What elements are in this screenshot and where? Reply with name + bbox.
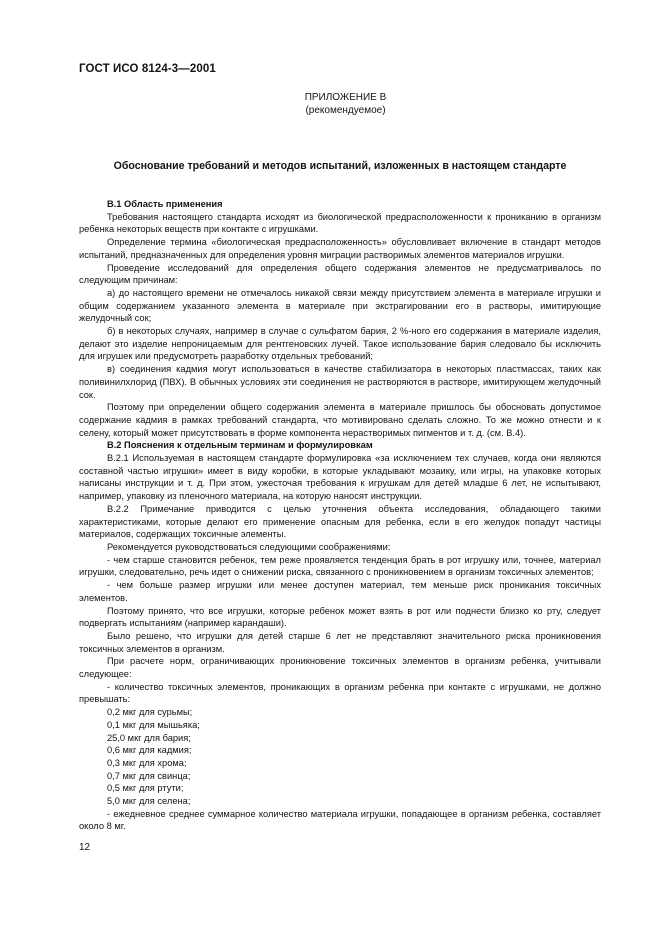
list-item: б) в некоторых случаях, например в случае с сульфатом бария, 2 %-ного его содержания в материале изделия, делают это изделие непроницаемым для рентгеновских лучей. Такое использование бария следовало бы исключить для игрушек или предусмотреть разработку отдельных требований;	[79, 326, 601, 362]
paragraph: Поэтому при определении общего содержания элемента в материале пришлось бы обосновать допустимое содержание кадмия в рамках требований стандарта, что мотивировано сделать сложно. То же можно отнести и к селену, который может присутствовать в форме компонента нерастворимых пигментов и т. д. (см. В.4).	[79, 402, 601, 438]
limit-item: 0,3 мкг для хрома;	[107, 757, 187, 768]
list-item: а) до настоящего времени не отмечалось никакой связи между присутствием элемента в материале игрушки и общим содержанием указанного элемента в материале при экстрагировании его в растворы, имитирующие желудочный сок;	[79, 287, 601, 324]
limit-item: 0,7 мкг для свинца;	[107, 770, 191, 781]
subsection-heading-b1: В.1 Область применения	[107, 199, 223, 209]
paragraph: При расчете норм, ограничивающих проникновение токсичных элементов в организм ребенка, учитывали следующее:	[79, 656, 601, 680]
limit-item: 0,1 мкг для мышьяка;	[107, 719, 200, 730]
subsection-heading-b2: В.2 Пояснения к отдельным терминам и формулировкам	[107, 440, 373, 451]
page-number: 12	[79, 842, 91, 853]
limit-item: 0,6 мкг для кадмия;	[107, 745, 192, 756]
paragraph: Рекомендуется руководствоваться следующими соображениями:	[107, 541, 391, 552]
limit-item: 0,2 мкг для сурьмы;	[107, 707, 193, 718]
list-item: в) соединения кадмия могут использоваться в качестве стабилизатора в некоторых пластмассах, таких как поливинилхлорид (ПВХ). В обычных условиях эти соединения не растворяются в растворе, имитирующем желудочный сок.	[79, 364, 601, 400]
paragraph: В.2.1 Используемая в настоящем стандарте формулировка «за исключением тех случаев, когда они являются составной частью игрушки» имеет в виду коробки, в которые укладывают мозаику, или игры, на упаковке которых написаны инструкции и т. д. При этом, ужесточая требования к игрушкам для детей младше 6 лет, не испытывают, например, упаковку из пленочного материала, на которую наносят инструкции.	[79, 453, 601, 502]
list-item: - количество токсичных элементов, проникающих в организм ребенка при контакте с игрушками, не должно превышать:	[79, 681, 601, 705]
paragraph: Определение термина «биологическая предрасположенность» обусловливает включение в стандарт методов испытаний, предназначенных для определения уровня миграции растворимых элементов материалов игрушки.	[79, 237, 601, 260]
paragraph: Поэтому принято, что все игрушки, которые ребенок может взять в рот или поднести близко ко рту, следует подвергать испытаниям (например карандаши).	[79, 605, 601, 629]
appendix-heading	[0, 91, 661, 117]
paragraph: В.2.2 Примечание приводится с целью уточнения объекта исследования, обладающего такими характеристиками, которые делают его применение опасным для ребенка, если в его желудок попадут частицы материалов, содержащих токсичные элементы.	[79, 503, 601, 540]
document-code-header: ГОСТ ИСО 8124-3—2001	[79, 63, 216, 75]
section-title: Обоснование требований и методов испытаний, изложенных в настоящем стандарте	[113, 160, 567, 172]
paragraph: Проведение исследований для определения общего содержания элементов не предусматривалось по следующим причинам:	[79, 262, 601, 286]
body-text	[79, 198, 601, 833]
paragraph: Было решено, что игрушки для детей старше 6 лет не представляют значительного риска проникновения токсичных элементов в организм.	[79, 630, 601, 654]
list-item: - ежедневное среднее суммарное количество материала игрушки, попадающее в организм ребенка, составляет около 8 мг.	[79, 808, 601, 832]
limit-item: 5,0 мкг для селена;	[107, 796, 191, 807]
paragraph: Требования настоящего стандарта исходят из биологической предрасположенности к прониканию в организм ребенка некоторых веществ при контакте с игрушками.	[79, 211, 601, 235]
appendix-note: (рекомендуемое)	[305, 105, 386, 116]
list-item: - чем больше размер игрушки или менее доступен материал, тем меньше риск проникания токсичных элементов.	[79, 580, 601, 603]
list-item: - чем старше становится ребенок, тем реже проявляется тенденция брать в рот игрушку или, точнее, материал игрушки, следовательно, речь идет о снижении риска, связанного с проникновением в организм токсичных элементов;	[79, 554, 601, 578]
appendix-label: ПРИЛОЖЕНИЕ В	[304, 92, 387, 103]
limit-item: 25,0 мкг для бария;	[107, 732, 191, 743]
limit-item: 0,5 мкг для ртути;	[107, 783, 184, 794]
